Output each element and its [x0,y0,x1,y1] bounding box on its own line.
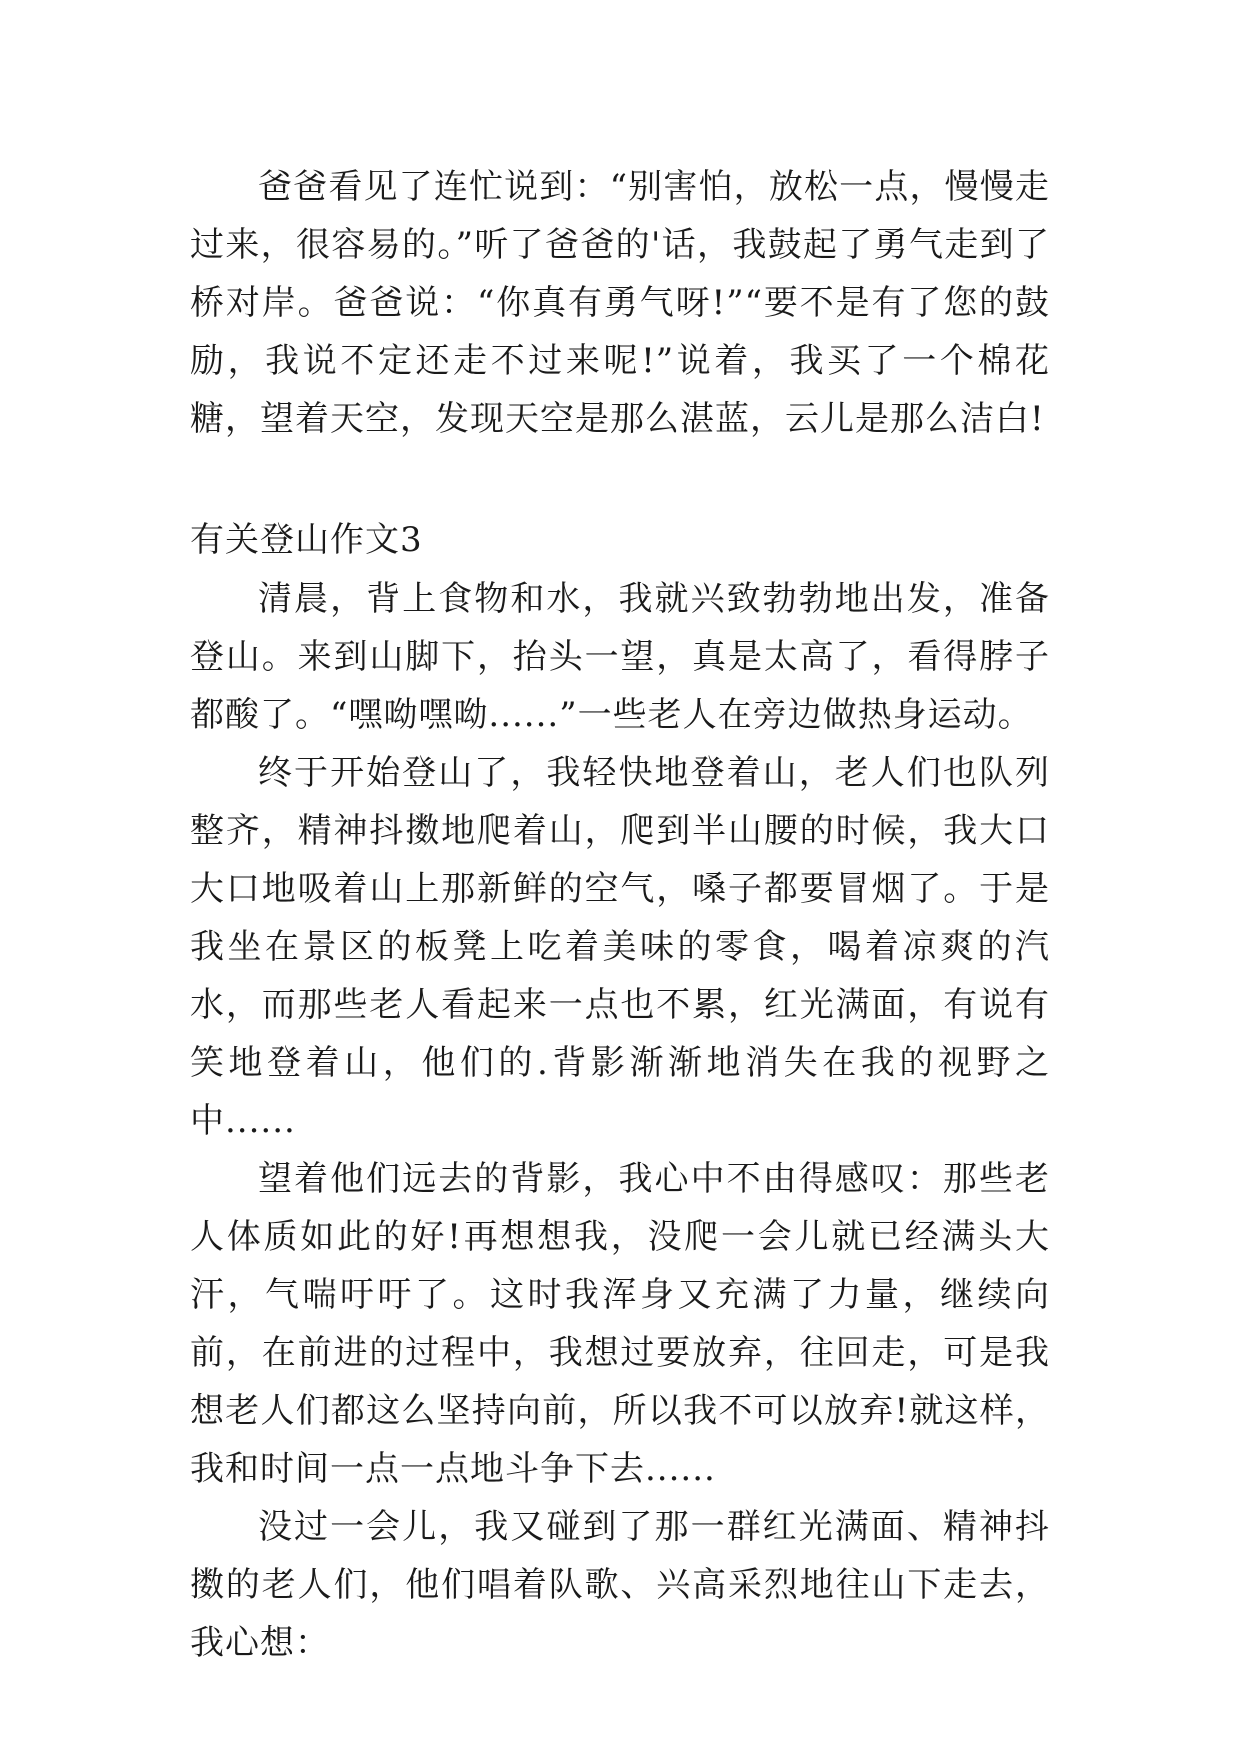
section-heading: 有关登山作文3 [190,520,423,560]
section-heading-block [190,511,1050,569]
paragraph-3: 望着他们远去的背影，我心中不由得感叹：那些老人体质如此的好!再想想我，没爬一会儿就已经满头大汗，气喘吁吁了。这时我浑身又充满了力量，继续向前，在前进的过程中，我想过要放弃，往回走，可是我想老人们都这么坚持向前，所以我不可以放弃!就这样，我和时间一点一点地斗争下去...... [190,1159,1050,1489]
paragraph-top: 爸爸看见了连忙说到：“别害怕，放松一点，慢慢走过来，很容易的。”听了爸爸的'话，我鼓起了勇气走到了桥对岸。爸爸说：“你真有勇气呀!”“要不是有了您的鼓励，我说不定还走不过来呢!”说着，我买了一个棉花糖，望着天空，发现天空是那么湛蓝，云儿是那么洁白! [190,167,1050,439]
paragraph-2: 终于开始登山了，我轻快地登着山，老人们也队列整齐，精神抖擞地爬着山，爬到半山腰的时候，我大口大口地吸着山上那新鲜的空气，嗓子都要冒烟了。于是我坐在景区的板凳上吃着美味的零食，喝着凉爽的汽水，而那些老人看起来一点也不累，红光满面，有说有笑地登着山，他们的.背影渐渐地消失在我的视野之中...... [190,753,1050,1141]
paragraph-1: 清晨，背上食物和水，我就兴致勃勃地出发，准备登山。来到山脚下，抬头一望，真是太高了，看得脖子都酸了。“嘿呦嘿呦......”一些老人在旁边做热身运动。 [190,579,1050,735]
top-text-block [190,158,1050,448]
main-text-block [190,570,1050,1672]
paragraph-4: 没过一会儿，我又碰到了那一群红光满面、精神抖擞的老人们，他们唱着队歌、兴高采烈地往山下走去，我心想： [190,1507,1050,1663]
